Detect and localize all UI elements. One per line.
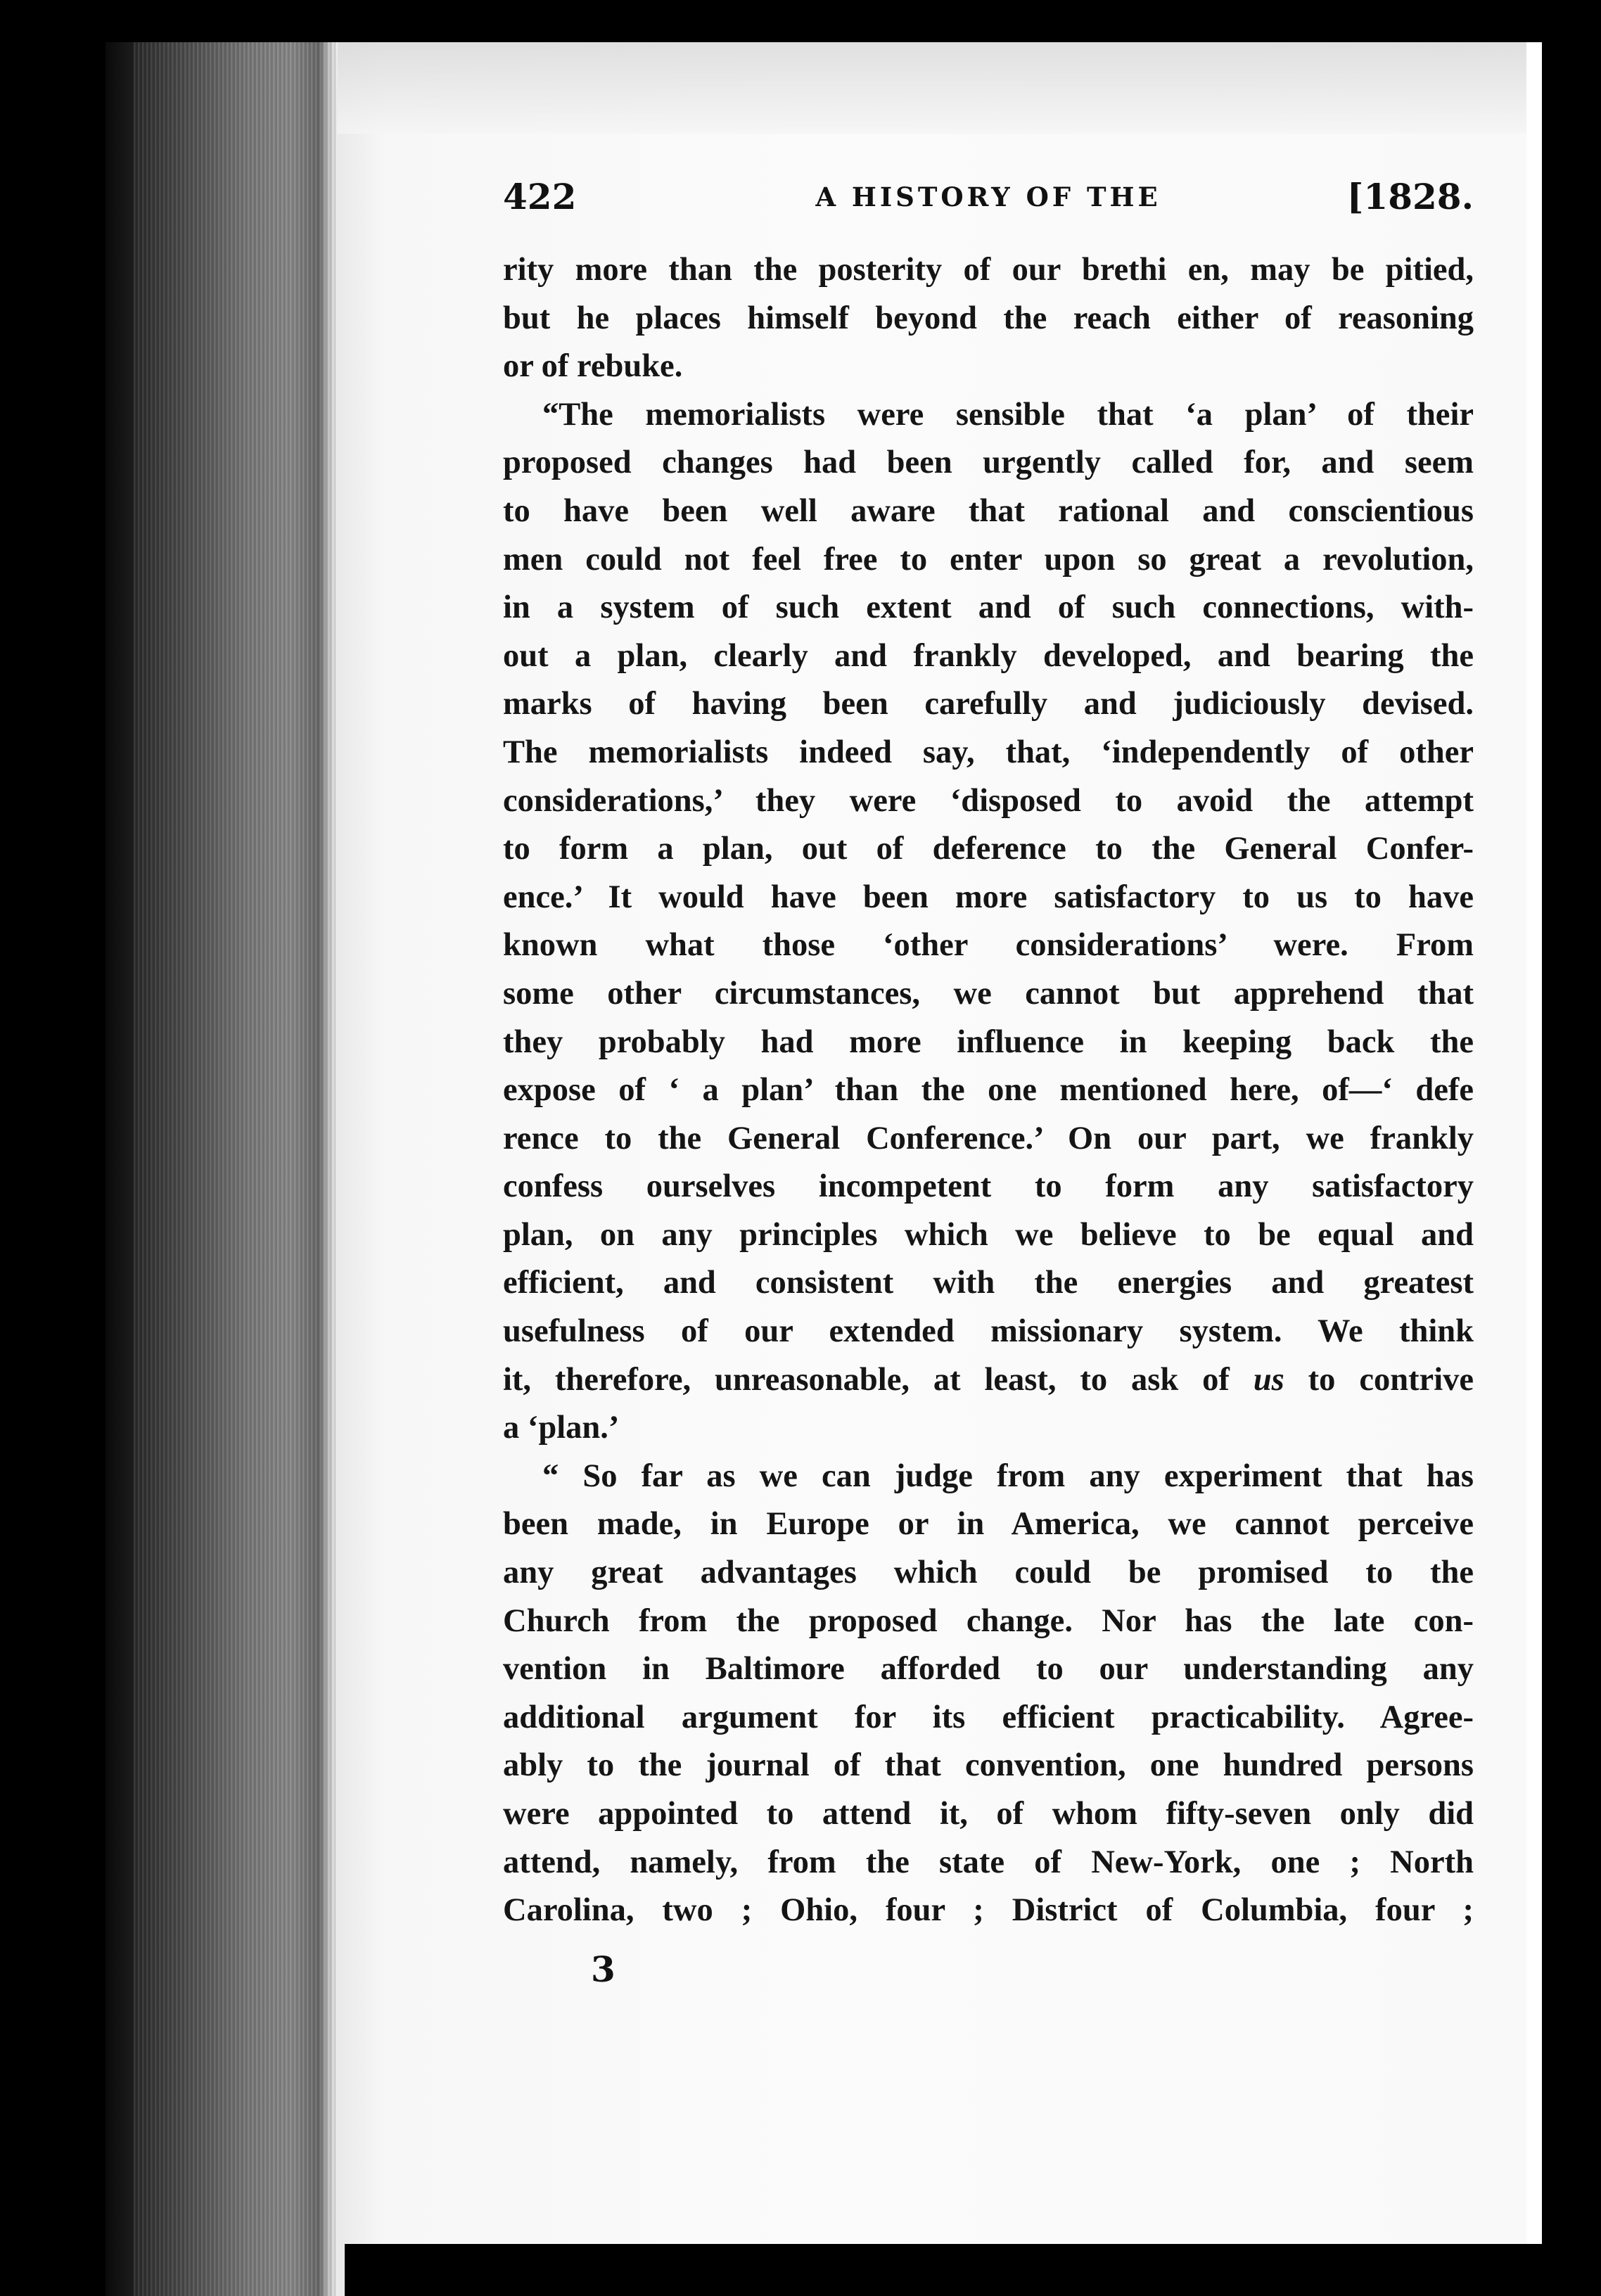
text-line: but he places himself beyond the reach either of reasoning [503,300,1474,336]
text-line: been made, in Europe or in America, we cannot perceive [503,1506,1474,1543]
scan-bottom-border [345,2244,1601,2296]
page-right-margin [1526,42,1542,2244]
emphasized-word: us [1253,1361,1284,1398]
text-line: or of rebuke. [503,348,683,385]
signature-mark: 3 [591,1949,615,1990]
text-line: The memorialists indeed say, that, ‘independently of other [503,734,1474,770]
text-line: attend, namely, from the state of New-York, one ; North [503,1844,1474,1880]
book-page-edges [134,42,345,2296]
header-year: [1828. [1346,176,1474,217]
body-text [503,246,1474,1935]
text-line: known what those ‘other considerations’ were. From [503,927,1474,964]
text-line: a ‘plan.’ [503,1410,620,1446]
text-line: ence.’ It would have been more satisfactory to us to have [503,879,1474,915]
text-line: men could not feel free to enter upon so great a revolution, [503,541,1474,578]
text-line: “ So far as we can judge from any experiment that has [542,1458,1474,1494]
text-line: confess ourselves incompetent to form any satisfactory [503,1168,1474,1205]
text-line: ably to the journal of that convention, one hundred persons [503,1747,1474,1784]
text-line: were appointed to attend it, of whom fifty-seven only did [503,1796,1474,1832]
text-line: efficient, and consistent with the energies and greatest [503,1265,1474,1301]
text-line: additional argument for its efficient practicability. Agree- [503,1699,1474,1735]
running-header [503,176,1474,232]
text-run: it, therefore, unreasonable, at least, to ask of [503,1361,1254,1398]
text-line: rity more than the posterity of our brethi en, may be pitied, [503,252,1474,288]
running-title: A HISTORY OF THE [815,181,1161,212]
text-run: to contrive [1284,1361,1474,1398]
text-line: they probably had more influence in keeping back the [503,1023,1474,1060]
page-top-shadow [338,42,1526,134]
text-line: any great advantages which could be promised to the [503,1555,1474,1591]
text-line: usefulness of our extended missionary system. We think [503,1313,1474,1350]
text-line: some other circumstances, we cannot but apprehend that [503,975,1474,1012]
text-line: vention in Baltimore afforded to our understanding any [503,1651,1474,1688]
text-line: in a system of such extent and of such connections, with- [503,589,1474,626]
text-line: plan, on any principles which we believe to be equal and [503,1216,1474,1253]
text-line-with-emphasis [503,1356,1474,1405]
text-line: to have been well aware that rational and conscientious [503,492,1474,529]
page-number: 422 [503,176,577,217]
text-line: expose of ‘ a plan’ than the one mentioned here, of—‘ defe [503,1072,1474,1109]
text-line: proposed changes had been urgently called for, and seem [503,445,1474,481]
text-line: rence to the General Conference.’ On our part, we frankly [503,1120,1474,1156]
text-line: marks of having been carefully and judiciously devised. [503,686,1474,722]
text-line: Carolina, two ; Ohio, four ; District of Columbia, four ; [503,1892,1474,1929]
text-line: Church from the proposed change. Nor has the late con- [503,1602,1474,1639]
text-line: “The memorialists were sensible that ‘a plan’ of their [542,396,1474,433]
text-line: considerations,’ they were ‘disposed to avoid the attempt [503,782,1474,819]
text-line: out a plan, clearly and frankly developed, and bearing the [503,637,1474,674]
facing-page-gutter [1545,0,1601,2296]
text-line: to form a plan, out of deference to the General Confer- [503,831,1474,867]
